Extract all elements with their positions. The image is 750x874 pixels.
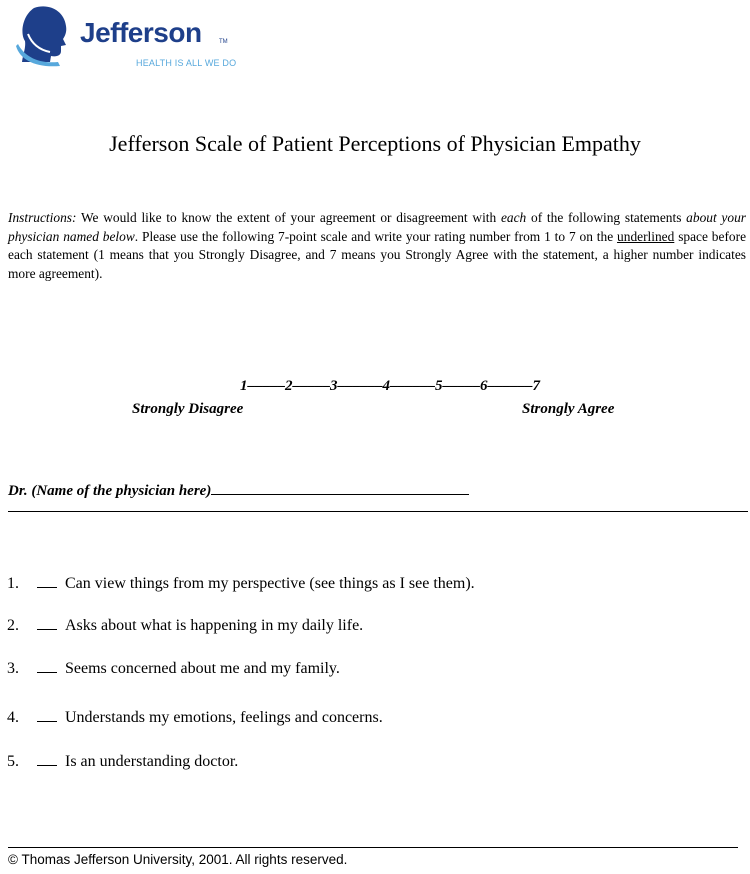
physician-name-line: [8, 480, 469, 501]
survey-item-4: [7, 706, 383, 728]
item-text: Is an understanding doctor.: [65, 753, 239, 770]
rating-scale: 1–––––2–––––3––––––4––––––5–––––6––––––7: [240, 378, 540, 394]
item-number: 2.: [7, 617, 19, 634]
instructions-paragraph: [8, 209, 746, 283]
item-text: Asks about what is happening in my daily life.: [65, 617, 364, 634]
logo-trademark: TM: [219, 39, 228, 45]
item-number: 4.: [7, 709, 19, 726]
logo-wordmark: Jefferson: [80, 17, 202, 48]
scale-low-label: Strongly Disagree: [132, 401, 244, 417]
instructions-underlined-word: underlined: [617, 228, 675, 244]
rating-blank-3[interactable]: [37, 657, 57, 673]
page-title: Jefferson Scale of Patient Perceptions of Physician Empathy: [109, 131, 641, 156]
rating-blank-2[interactable]: [37, 614, 57, 630]
rating-blank-4[interactable]: [37, 706, 57, 722]
item-number: 5.: [7, 753, 19, 770]
survey-item-3: [7, 657, 340, 679]
divider-bottom: [8, 847, 738, 848]
instructions-text-4: space before each statement (1 means that you Strongly Disagree, and 7 means you Strongly Agree with the statement, a higher number indicates more agreement).: [8, 228, 747, 281]
instructions-text-2: of the following statements: [526, 210, 687, 225]
logo-tagline: HEALTH IS ALL WE DO: [136, 58, 237, 68]
instructions-emphasis-each: each: [500, 210, 527, 225]
instructions-text-3: . Please use the following 7-point scale and write your rating number from 1 to 7 on the: [134, 228, 618, 244]
survey-item-1: [7, 572, 475, 594]
item-number: 3.: [7, 660, 19, 677]
instructions-label: Instructions:: [8, 210, 77, 225]
item-text: Understands my emotions, feelings and concerns.: [65, 709, 383, 726]
instructions-emphasis-physician: about your physician named below: [8, 210, 746, 244]
instructions-text-1: We would like to know the extent of your agreement or disagreement with: [76, 210, 501, 225]
scale-high-label: Strongly Agree: [522, 401, 615, 417]
divider-top: [8, 511, 748, 512]
rating-blank-5[interactable]: [37, 750, 57, 766]
rating-blank-1[interactable]: [37, 572, 57, 588]
copyright-notice: © Thomas Jefferson University, 2001. All rights reserved.: [8, 852, 348, 867]
item-text: Can view things from my perspective (see things as I see them).: [65, 575, 475, 592]
survey-item-2: [7, 614, 363, 636]
jefferson-logo: [14, 4, 264, 68]
jefferson-head-logo-icon: [14, 4, 76, 68]
physician-name-prompt: Dr. (Name of the physician here): [8, 483, 212, 499]
survey-item-5: [7, 750, 238, 772]
item-text: Seems concerned about me and my family.: [65, 660, 340, 677]
physician-name-field[interactable]: [211, 480, 469, 495]
item-number: 1.: [7, 575, 19, 592]
